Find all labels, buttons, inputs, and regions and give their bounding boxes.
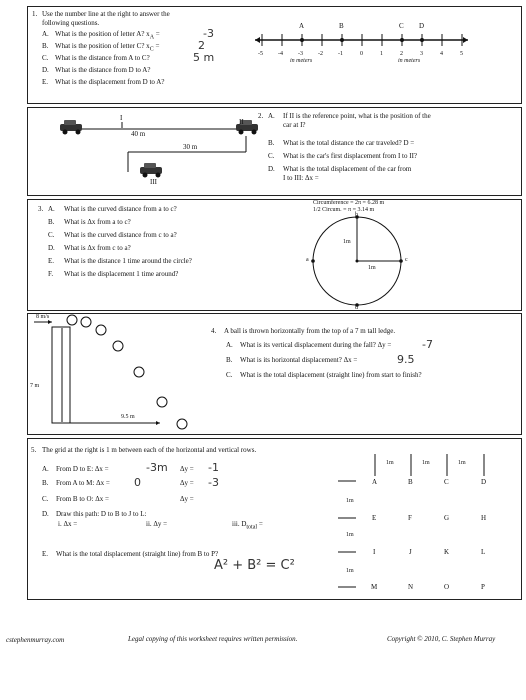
q2-item-a-text2: car at I?: [283, 121, 306, 129]
grid-point-f: F: [408, 514, 412, 522]
footer-copyright: Copyright © 2010, C. Stephen Murray: [387, 635, 496, 643]
q5-number: 5.: [31, 446, 37, 454]
q5-row-d-ii: ii. Δy =: [146, 520, 168, 528]
grid-point-i: I: [373, 548, 376, 556]
q4-item-b-text: What is its horizontal displacement? Δx =: [240, 356, 358, 364]
q4-item-c-letter: C.: [226, 371, 233, 379]
q5-row-e-answer: A² + B² = C²: [214, 558, 295, 573]
q2-item-b-text: What is the total distance the car traveled? D =: [283, 139, 415, 147]
q3-item-e-letter: E.: [48, 257, 55, 265]
q4-item-b-answer: 9.5: [397, 353, 415, 366]
q2-item-a-text: If II is the reference point, what is the position of the: [283, 112, 431, 120]
q5-row-b-dy-answer: -3: [208, 476, 219, 489]
q4-speed-label: 8 m/s: [36, 314, 50, 320]
q5-row-c-left: From B to O: Δx =: [56, 495, 109, 503]
q5-row-c-letter: C.: [42, 495, 49, 503]
q2-item-a-letter: A.: [268, 112, 275, 120]
q1-intro-line2: following questions.: [42, 19, 100, 27]
radius-label-horizontal: 1m: [368, 265, 376, 271]
q3-item-c-letter: C.: [48, 231, 55, 239]
nl-tick-label: 4: [440, 51, 443, 57]
q2-label-II: II: [239, 118, 244, 126]
nl-tick-label: 3: [420, 51, 423, 57]
q3-item-c-text: What is the curved distance from c to a?: [64, 231, 177, 239]
q3-item-e-text: What is the distance 1 time around the circle?: [64, 257, 192, 265]
grid-spacing-label: 1m: [346, 568, 354, 574]
q3-item-d-letter: D.: [48, 244, 55, 252]
q4-item-a-answer: -7: [422, 338, 433, 351]
q5-row-a-dy-answer: -1: [208, 461, 219, 474]
q5-row-b-left: From A to M: Δx =: [56, 479, 110, 487]
circle-label-a: a: [306, 257, 309, 263]
grid-point-n: N: [408, 583, 414, 591]
q1-item-e-letter: E.: [42, 78, 49, 86]
q2-label-I: I: [120, 114, 123, 122]
q4-item-c-text: What is the total displacement (straight line) from start to finish?: [240, 371, 422, 379]
q4-item-a-text: What is its vertical displacement during the fall? Δy =: [240, 341, 392, 349]
q2-item-d-text2: I to III: Δx =: [283, 174, 319, 182]
q1-item-a-text: What is the position of letter A? $x_A$ =: [55, 30, 160, 41]
q5-row-a-letter: A.: [42, 465, 49, 473]
circle-label-c: c: [405, 257, 408, 263]
q1-item-c-answer: 5 m: [193, 51, 215, 64]
grid-point-e: E: [372, 514, 377, 522]
grid-point-l: L: [481, 548, 486, 556]
grid-spacing-label: 1m: [346, 498, 354, 504]
nl-tick-label: 2: [400, 51, 403, 57]
grid-point-m: M: [371, 583, 378, 591]
grid-spacing-label: 1m: [422, 460, 430, 466]
q3-item-b-letter: B.: [48, 218, 55, 226]
nl-letter-d: D: [419, 22, 425, 30]
q4-item-a-letter: A.: [226, 341, 233, 349]
q3-item-f-letter: F.: [48, 270, 54, 278]
q1-item-b-letter: B.: [42, 42, 49, 50]
footer-legal: Legal copying of this worksheet requires written permission.: [128, 635, 298, 643]
q1-item-a-letter: A.: [42, 30, 49, 38]
grid-point-o: O: [444, 583, 450, 591]
nl-letter-b: B: [339, 22, 344, 30]
nl-tick-label: 1: [380, 51, 383, 57]
q5-row-c-right: Δy =: [180, 495, 194, 503]
nl-tick-label: -4: [278, 51, 283, 57]
circle-label-b: b: [355, 212, 358, 218]
grid-spacing-label: 1m: [346, 532, 354, 538]
q2-item-c-text: What is the car's first displacement from I to II?: [283, 152, 418, 160]
grid-point-p: P: [481, 583, 485, 591]
q4-intro: A ball is thrown horizontally from the top of a 7 m tall ledge.: [224, 327, 396, 335]
grid-point-j: J: [409, 548, 412, 556]
q3-item-b-text: What is Δx from a to c?: [64, 218, 131, 226]
grid-point-h: H: [481, 514, 487, 522]
q3-item-a-text: What is the curved distance from a to c?: [64, 205, 177, 213]
q2-label-III: III: [150, 178, 157, 186]
q2-item-b-letter: B.: [268, 139, 275, 147]
q3-item-a-letter: A.: [48, 205, 55, 213]
half-circumference-note: 1/2 Circum. = π = 3.14 m: [313, 207, 375, 213]
q1-item-e-text: What is the displacement from D to A?: [55, 78, 165, 86]
grid-spacing-label: 1m: [386, 460, 394, 466]
nl-tick-label: -5: [258, 51, 263, 57]
nl-tick-label: -2: [318, 51, 323, 57]
radius-label-vertical: 1m: [343, 239, 351, 245]
q1-item-a-answer: -3: [203, 27, 214, 40]
grid-point-d: D: [481, 478, 487, 486]
nl-tick-label: 0: [360, 51, 363, 57]
q1-item-c-letter: C.: [42, 54, 49, 62]
q1-intro-line1: Use the number line at the right to answer the: [42, 10, 170, 18]
footer-website: cstephenmurray.com: [6, 636, 65, 644]
q1-item-c-text: What is the distance from A to C?: [55, 54, 150, 62]
q1-number: 1.: [32, 10, 38, 18]
grid-point-c: C: [444, 478, 449, 486]
q5-row-a-right: Δy =: [180, 465, 194, 473]
q5-row-d-i: i. Δx =: [58, 520, 78, 528]
q5-row-b-right: Δy =: [180, 479, 194, 487]
q5-row-d-letter: D.: [42, 510, 49, 518]
grid-point-k: K: [444, 548, 450, 556]
q5-row-b-dx-answer: 0: [134, 476, 141, 489]
q3-item-d-text: What is Δx from c to a?: [64, 244, 131, 252]
grid-point-g: G: [444, 514, 450, 522]
circle-label-d: d: [355, 305, 358, 311]
q1-item-b-answer: 2: [198, 39, 205, 52]
q5-row-d-text: Draw this path: D to B to J to L:: [56, 510, 147, 518]
nl-letter-c: C: [399, 22, 404, 30]
q4-item-b-letter: B.: [226, 356, 233, 364]
q3-item-f-text: What is the displacement 1 time around?: [64, 270, 179, 278]
q5-row-d-iii: iii. $D_{total}$ =: [232, 520, 263, 531]
q1-item-b-text: What is the position of letter C? $x_C$ =: [55, 42, 160, 53]
q5-row-e-letter: E.: [42, 550, 49, 558]
nl-tick-label: -3: [298, 51, 303, 57]
circumference-note: Circumference = 2π = 6.28 m: [313, 200, 385, 206]
grid-point-b: B: [408, 478, 413, 486]
q1-item-d-letter: D.: [42, 66, 49, 74]
q1-item-d-text: What is the distance from D to A?: [55, 66, 151, 74]
nl-unit-right: in meters: [398, 58, 421, 64]
q2-item-d-letter: D.: [268, 165, 275, 173]
q5-row-a-left: From D to E: Δx =: [56, 465, 109, 473]
grid-point-a: A: [372, 478, 378, 486]
q4-height-label: 7 m: [30, 383, 40, 389]
nl-letter-a: A: [299, 22, 305, 30]
q5-row-a-dx-answer: -3m: [146, 461, 168, 474]
q2-item-c-letter: C.: [268, 152, 275, 160]
nl-tick-label: -1: [338, 51, 343, 57]
q5-row-e-text: What is the total displacement (straight line) from B to P?: [56, 550, 219, 558]
nl-unit-left: in meters: [290, 58, 313, 64]
q5-row-b-letter: B.: [42, 479, 49, 487]
q2-dist-30: 30 m: [183, 143, 198, 151]
q5-intro: The grid at the right is 1 m between each of the horizontal and vertical rows.: [42, 446, 257, 454]
q4-range-label: 9.5 m: [121, 414, 135, 420]
q4-number: 4.: [211, 327, 217, 335]
q2-number: 2.: [258, 112, 264, 120]
q3-number: 3.: [38, 205, 44, 213]
q2-dist-40: 40 m: [131, 130, 146, 138]
q2-item-d-text: What is the total displacement of the car from: [283, 165, 412, 173]
grid-spacing-label: 1m: [458, 460, 466, 466]
nl-tick-label: 5: [460, 51, 463, 57]
